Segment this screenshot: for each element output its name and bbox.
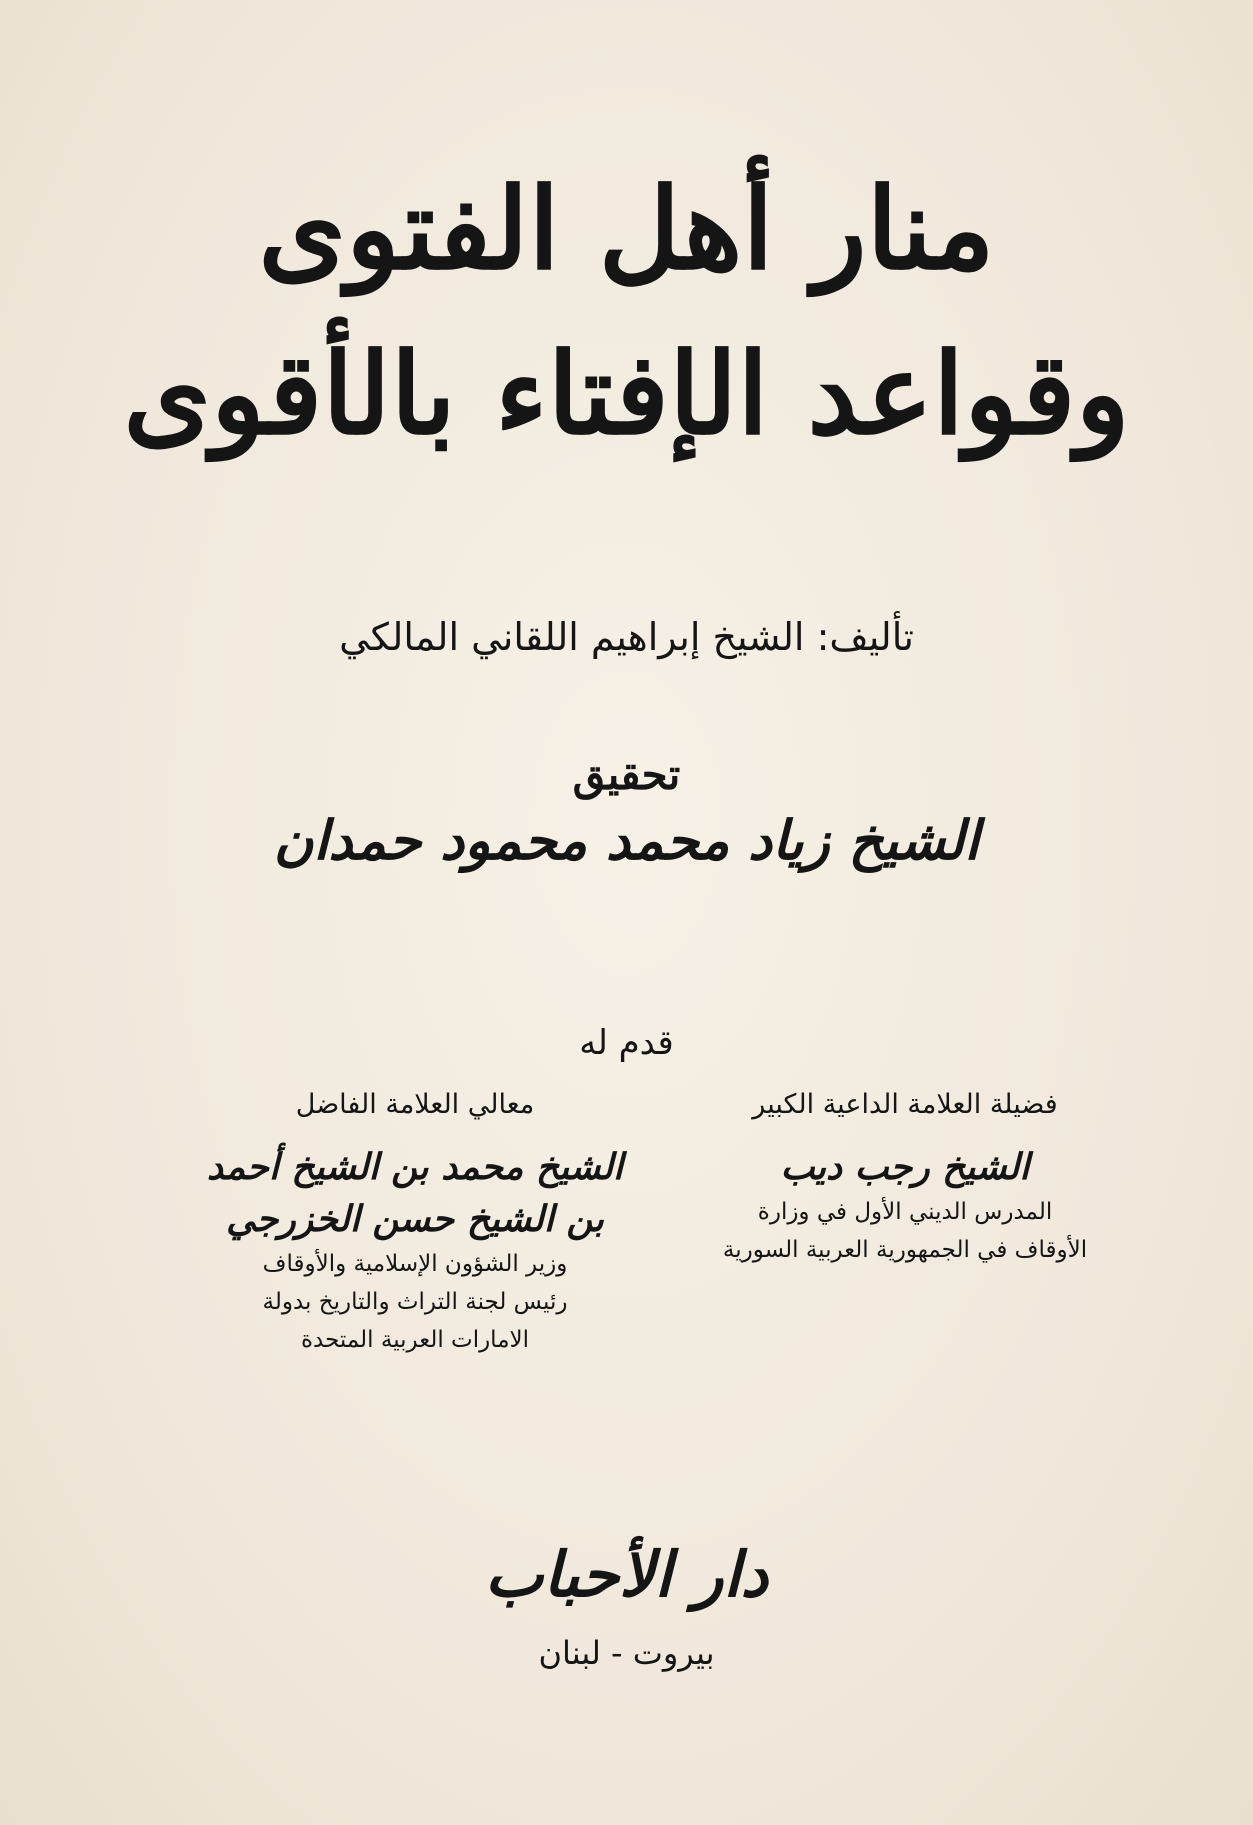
right-introducer-name: الشيخ رجب ديب: [780, 1146, 1030, 1188]
author-line: تأليف: الشيخ إبراهيم اللقاني المالكي: [339, 615, 914, 659]
left-introducer-honorific: معالي العلامة الفاضل: [295, 1089, 535, 1120]
left-introducer-info-line: رئيس لجنة التراث والتاريخ بدولة: [262, 1289, 568, 1315]
book-title-line-1: منار أهل الفتوى: [258, 164, 995, 295]
right-introducer-info-line: المدرس الديني الأول في وزارة: [757, 1199, 1053, 1225]
book-title-line-2: وقواعد الإفتاء بالأقوى: [123, 329, 1130, 460]
right-introducer-info-line: الأوقاف في الجمهورية العربية السورية: [722, 1237, 1088, 1263]
left-introducer-info-line: الامارات العربية المتحدة: [300, 1327, 530, 1353]
left-introducer-name-line: بن الشيخ حسن الخزرجي: [226, 1198, 604, 1240]
publisher-name: دار الأحباب: [484, 1538, 769, 1611]
left-introducer-info-line: وزير الشؤون الإسلامية والأوقاف: [262, 1251, 568, 1277]
left-introducer-name-line: الشيخ محمد بن الشيخ أحمد: [206, 1146, 624, 1188]
right-introducer-honorific: فضيلة العلامة الداعية الكبير: [752, 1089, 1058, 1120]
publisher-city: بيروت - لبنان: [538, 1634, 715, 1672]
tahqiq-editor-name: الشيخ زياد محمد محمود حمدان: [273, 808, 980, 872]
left-introducer-block: [200, 1085, 630, 1359]
tahqiq-label: تحقيق: [572, 750, 681, 799]
right-introducer-block: [690, 1085, 1120, 1269]
introduced-by-label: قدم له: [579, 1023, 674, 1063]
